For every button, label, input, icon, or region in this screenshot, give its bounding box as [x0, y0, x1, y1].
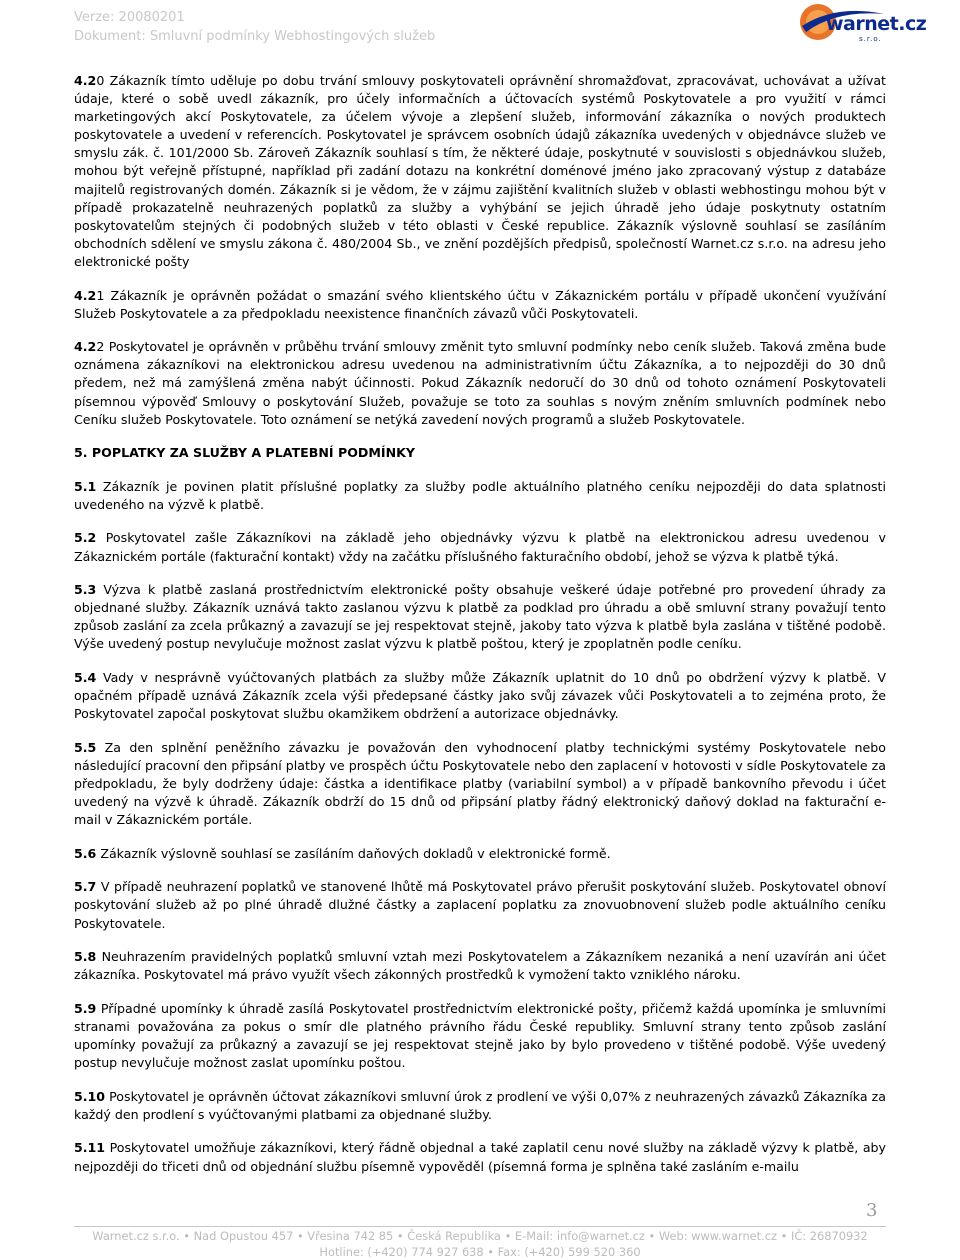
paragraph-text: Případné upomínky k úhradě zasílá Poskytovatel prostřednictvím elektronické pošty, přičemž každá upomínka je smluvními stranami považována za pokus o smír dle platného právního řádu České republiky. Smluvní strany tento způsob zaslání upomínky považují za průkazný a zavazují se jej respektovat stejně jako by bylo provedeno v tištěné podobě. Výše uvedený postup nevylučuje možnost zaslat upomínku poštou. [74, 1000, 886, 1071]
paragraph-number: 5.7 [74, 879, 97, 895]
paragraph-number: 4.2 [74, 339, 97, 355]
paragraph-text: Neuhrazením pravidelných poplatků smluvní vztah mezi Poskytovatelem a Zákazníkem nezaniká a není uzavírán ani účet zákazníka. Poskytovatel má právo využít všech zákonných prostředků k vymožení takto vzniklého nároku. [74, 949, 886, 983]
page-number: 3 [866, 1200, 878, 1221]
document-header [74, 8, 435, 46]
paragraph-4-20 [74, 72, 886, 271]
paragraph-number: 5.3 [74, 582, 97, 598]
paragraph-number-tail: 2 [96, 339, 105, 355]
paragraph-text: Poskytovatel umožňuje zákazníkovi, který řádně objednal a také zaplatil cenu nové služby na základě výzvy k platbě, aby nejpozději do třiceti dnů od objednání službu písemně vypověděl (písemná forma je splněna také zasláním e-mailu [74, 1140, 886, 1174]
footer-divider [74, 1226, 886, 1227]
logo-text: warnet.cz [826, 13, 927, 35]
paragraph-number: 5.5 [74, 739, 97, 755]
paragraph-5-4 [74, 669, 886, 723]
footer-address-line: Warnet.cz s.r.o. • Nad Opustou 457 • Vřesina 742 85 • Česká Republika • E-Mail: info@warnet.cz • Web: www.warnet.cz • IČ: 26870932 [92, 1229, 868, 1243]
paragraph-number: 5.10 [74, 1088, 106, 1104]
section-5-heading: 5. POPLATKY ZA SLUŽBY A PLATEBNÍ PODMÍNKY [74, 445, 416, 461]
paragraph-text: Výzva k platbě zaslaná prostřednictvím elektronické pošty obsahuje veškeré údaje potřebné pro provedení úhrady za objednané služby. Zákazník uznává takto zaslanou výzvu k platbě za podklad pro úhradu a obě smluvní strany považují tento způsob zaslání za zcela průkazný a zavazují se jej respektovat stejně, jakoby tato výzva k platbě byla zaslána v tištěné podobě. Výše uvedený postup nevylučuje možnost zaslat výzvu k platbě poštou, který je zpoplatněn podle ceníku. [74, 582, 886, 652]
paragraph-text: Zákazník je povinen platit příslušné poplatky za služby podle aktuálního platného ceníku nejpozději do data splatnosti uvedeného na výzvě k platbě. [74, 478, 886, 512]
logo-subtext: s.r.o. [859, 35, 882, 43]
paragraph-number: 5.9 [74, 1000, 97, 1016]
paragraph-4-21 [74, 287, 886, 323]
paragraph-4-22 [74, 338, 886, 428]
document-title: Dokument: Smluvní podmínky Webhostingových služeb [74, 29, 436, 44]
paragraph-5-5 [74, 739, 886, 829]
paragraph-number: 5.2 [74, 530, 97, 546]
paragraph-text: Poskytovatel je oprávněn v průběhu trvání smlouvy změnit tyto smluvní podmínky nebo ceník služeb. Taková změna bude oznámena zákazníkovi na elektronickou adresu uvedenou na administrativním účtu Zákazníka, a to nejpozději do 30 dnů předem, než má zamýšlená změna nabýt účinnosti. Pokud Zákazník nedoručí do 30 dnů od tohoto oznámení Poskytovateli písemnou výpověď Smlouvy o poskytování Služeb, považuje se toto za souhlas s novým zněním smluvních podmínek nebo Ceníku služeb Poskytovatele. Toto oznámení se netýká zavedení nových programů a služeb Poskytovatele. [74, 339, 886, 427]
paragraph-5-2 [74, 529, 886, 565]
paragraph-text: Poskytovatel zašle Zákazníkovi na základě jeho objednávky výzvu k platbě na elektronickou adresu uvedenou v Zákaznickém portále (fakturační kontakt) vždy na začátku příslušného fakturačního období, jehož se výzva k platbě týká. [74, 530, 886, 564]
paragraph-text: Vady v nesprávně vyúčtovaných platbách za služby může Zákazník uplatnit do 10 dnů po obdržení výzvy k platbě. V opačném případě uznává Zákazník zcela výši předepsané částky jako svůj závazek vůči Poskytovateli a to zejména proto, že Poskytovatel započal poskytovat službu okamžikem obdržení a autorizace objednávky. [74, 670, 886, 722]
paragraph-5-1 [74, 478, 886, 514]
paragraph-text: Poskytovatel je oprávněn účtovat zákazníkovi smluvní úrok z prodlení ve výši 0,07% z neuhrazených závazků Zákazníka za každý den prodlení s vyúčtovanými platbami za objednané služby. [74, 1088, 886, 1122]
paragraph-5-10 [74, 1088, 886, 1124]
paragraph-text: Zákazník výslovně souhlasí se zasíláním daňových dokladů v elektronické formě. [96, 845, 611, 861]
paragraph-5-7 [74, 878, 886, 932]
paragraph-5-3 [74, 581, 886, 653]
paragraph-5-11 [74, 1139, 886, 1175]
paragraph-number: 5.1 [74, 478, 97, 494]
warnet-logo [796, 0, 927, 46]
page-footer [74, 1228, 886, 1260]
paragraph-number-tail: 0 [96, 73, 105, 88]
paragraph-number: 4.2 [74, 73, 97, 88]
paragraph-number-tail: 1 [96, 287, 105, 303]
paragraph-number: 5.4 [74, 670, 97, 686]
paragraph-number: 5.11 [74, 1140, 106, 1156]
paragraph-number: 5.8 [74, 949, 97, 965]
paragraph-text: V případě neuhrazení poplatků ve stanovené lhůtě má Poskytovatel právo přerušit poskytování služeb. Poskytovatel obnoví poskytování služeb až po plné úhradě dlužné částky a zaplacení poplatku za znovuobnovení služeb podle aktuálního ceníku Poskytovatele. [74, 879, 886, 931]
paragraph-text: Za den splnění peněžního závazku je považován den vyhodnocení platby technickými systémy Poskytovatele nebo následující pracovní den připsání platby ve prospěch účtu Poskytovatele nebo den zaplacení v hotovosti v sídle Poskytovatele za předpokladu, že byly dodrženy údaje: částka a identifikace platby (variabilní symbol) a v případě bankovního převodu i účet uvedený na výzvě k úhradě. Zákazník obdrží do 15 dnů od připsání platby řádný elektronický daňový doklad na fakturační e-mail v Zákaznickém portále. [74, 739, 886, 828]
paragraph-5-9 [74, 1000, 886, 1072]
footer-contact-line: Hotline: (+420) 774 927 638 • Fax: (+420) 599 520 360 [319, 1245, 641, 1259]
paragraph-5-8 [74, 948, 886, 984]
document-body [74, 72, 886, 1191]
paragraph-number: 4.2 [74, 287, 97, 303]
paragraph-5-6 [74, 845, 886, 863]
version-label: Verze: 20080201 [74, 10, 185, 25]
paragraph-text: Zákazník tímto uděluje po dobu trvání smlouvy poskytovateli oprávnění shromažďovat, zpracovávat, uchovávat a užívat údaje, které o sobě uvedl zákazník, pro účely informačních a účtovacích systémů Poskytovatele a pro využití v rámci marketingových akcí Poskytovatele, za účelem vývoje a zlepšení služeb, informování zákazníka o nových produktech poskytovatele a uvedení v referencích. Poskytovatel je správcem osobních údajů zákazníka uvedených v objednávce služeb ve smyslu zák. č. 101/2000 Sb. Zároveň Zákazník souhlasí s tím, že některé údaje, poskytnuté v souvislosti s objednávkou služeb, mohou být veřejně přístupné, například při zadání dotazu na konkrétní doménové jméno jako zpracovaný výstup z databáze majitelů registrovaných domén. Zákazník si je vědom, že v zájmu zajištění kvalitních služeb v oblasti webhostingu mohou být v případě prokazatelně neuhrazených poplatků za služby a vyhýbání se jejich úhradě jeho údaje poskytnuty ostatním poskytovatelům stejných či podobných služeb v této oblasti v České republice. Zákazník výslovně souhlasí se zasíláním obchodních sdělení ve smyslu zákona č. 480/2004 Sb., ve znění pozdějších předpisů, společností Warnet.cz s.r.o. na adresu jeho elektronické pošty [74, 73, 886, 269]
paragraph-text: Zákazník je oprávněn požádat o smazání svého klientského účtu v Zákaznickém portálu v případě ukončení využívání Služeb Poskytovatele a za předpokladu neexistence finančních závazů vůči Poskytovateli. [74, 287, 886, 321]
paragraph-number: 5.6 [74, 845, 97, 861]
